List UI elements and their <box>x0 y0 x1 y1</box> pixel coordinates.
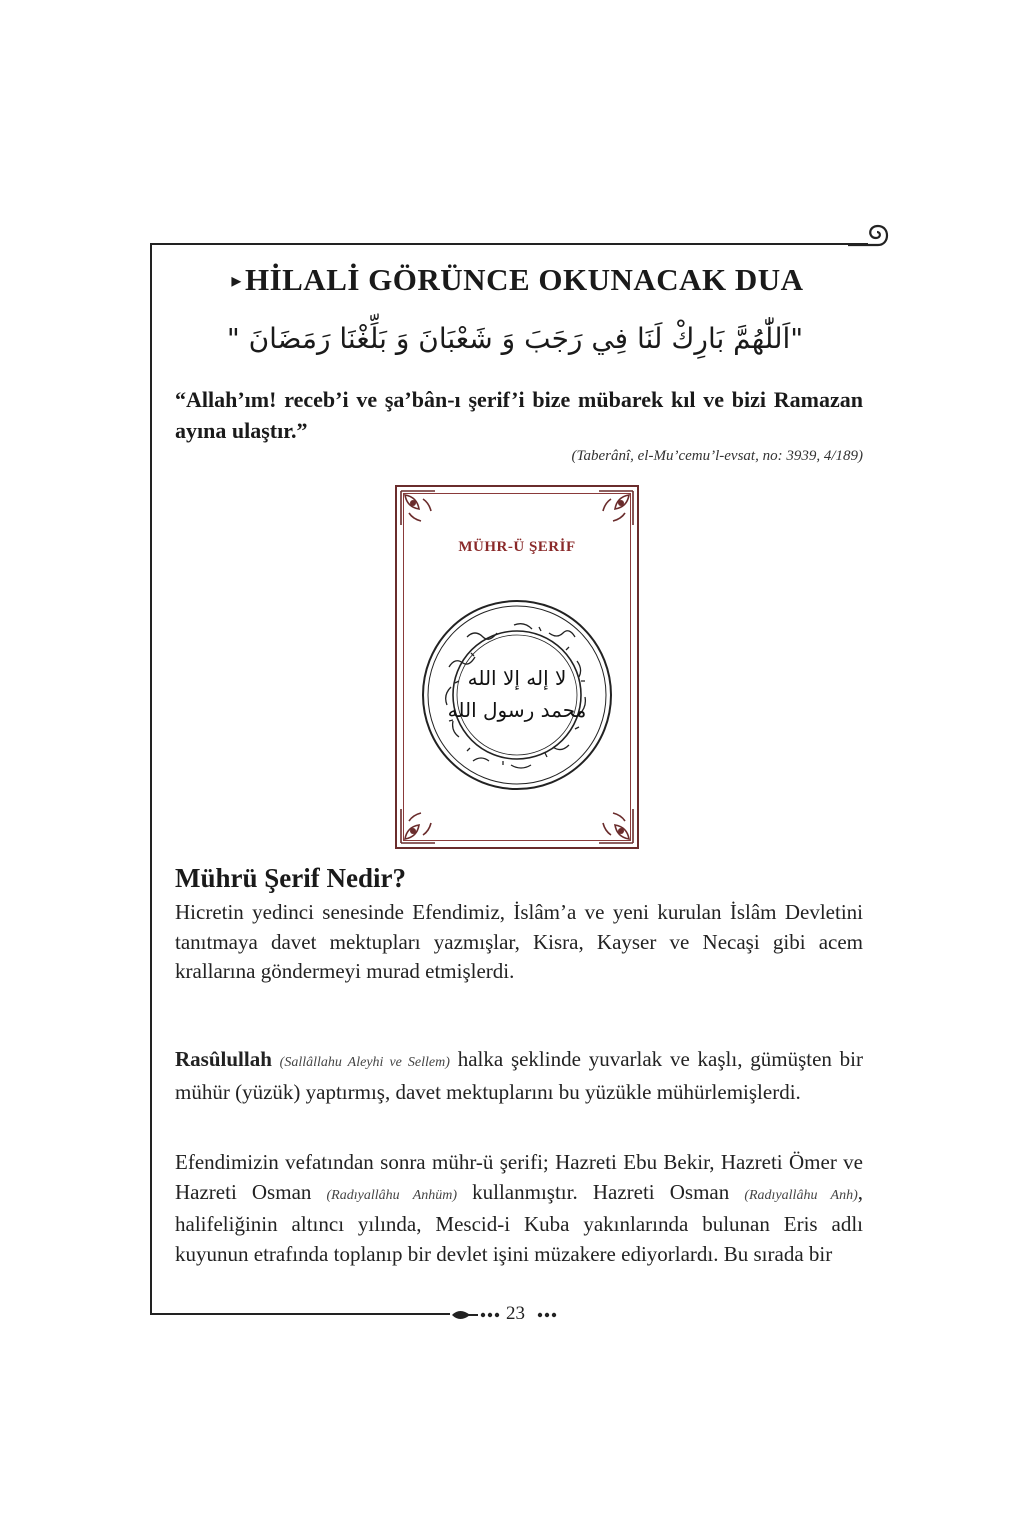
swirl-ornament-icon <box>838 208 898 258</box>
seal-text-line-1: لا إله إلا الله <box>467 666 567 690</box>
rasulullah-text: Rasûlullah <box>175 1047 272 1071</box>
paragraph-3 <box>175 1148 863 1269</box>
seal-title: MÜHR-Ü ŞERİF <box>458 539 576 555</box>
paragraph-2-text: halka şeklinde yuvarlak ve kaşlı, gümüşten bir mühür (yüzük) yaptırmış, davet mektuplarını bu yüzükle mühürlemişlerdi. <box>175 1047 864 1104</box>
paragraph-1: Hicretin yedinci senesinde Efendimiz, İslâm’a ve yeni kurulan İslâm Devletini tanıtmaya davet mektupları yazmışlar, Kisra, Kayser ve Necaşi gibi acem krallarına göndermeyi murad etmişlerdi. <box>175 900 863 983</box>
page-number: 23 <box>506 1303 525 1324</box>
seal-calligraphy-icon <box>419 597 615 793</box>
title-text: HİLALİ GÖRÜNCE OKUNACAK DUA <box>244 262 804 297</box>
paragraph-3-text-a: Efendimizin vefatından sonra mühr-ü şerifi; Hazreti Ebu Bekir, Hazreti Ömer ve Hazreti Osman <box>175 1150 863 1204</box>
corner-ornament-icon <box>399 489 437 527</box>
paragraph-3-text-c: , halifeliğinin altıncı yılında, Mescid-i Kuba yakınlarında bulunan Eris adlı kuyunun etrafında toplanıp bir devlet işini müzakere ediyorlardı. Bu sırada bir <box>175 1179 864 1266</box>
honorific-text: (Radıyallâhu Anhüm) <box>326 1187 458 1203</box>
leaf-ornament-icon <box>450 1306 502 1324</box>
honorific-text: (Radıyallâhu Anh) <box>744 1187 858 1203</box>
corner-ornament-icon <box>597 489 635 527</box>
page-frame-left <box>150 243 152 1315</box>
seal-image <box>395 485 639 849</box>
page-title <box>150 262 885 298</box>
paragraph-3-text-b: kullanmıştır. Hazreti Osman <box>472 1179 730 1204</box>
seal-text-line-2: محمد رسول الله <box>447 698 587 722</box>
page-number-area <box>450 1302 560 1328</box>
page-frame-bottom <box>150 1313 450 1315</box>
section-heading: Mührü Şerif Nedir? <box>175 863 406 893</box>
dua-source: (Taberânî, el-Mu’cemu’l-evsat, no: 3939, 4/189) <box>571 448 863 464</box>
corner-ornament-icon <box>597 807 635 845</box>
dua-translation: “Allah’ım! receb’i ve şa’bân-ı şerif’i bize mübarek kıl ve bizi Ramazan ayına ulaştır.” <box>175 387 863 443</box>
arrow-icon: ▸ <box>231 270 242 292</box>
honorific-text: (Sallâllahu Aleyhi ve Sellem) <box>279 1055 450 1070</box>
paragraph-2 <box>175 1045 863 1107</box>
arabic-dua: "اَللّٰهُمَّ بَارِكْ لَنَا فِي رَجَبَ وَ شَعْبَانَ وَ بَلِّغْنَا رَمَضَانَ " <box>226 322 804 355</box>
page-frame-top <box>150 243 868 245</box>
dots-ornament-icon <box>536 1310 558 1320</box>
corner-ornament-icon <box>399 807 437 845</box>
